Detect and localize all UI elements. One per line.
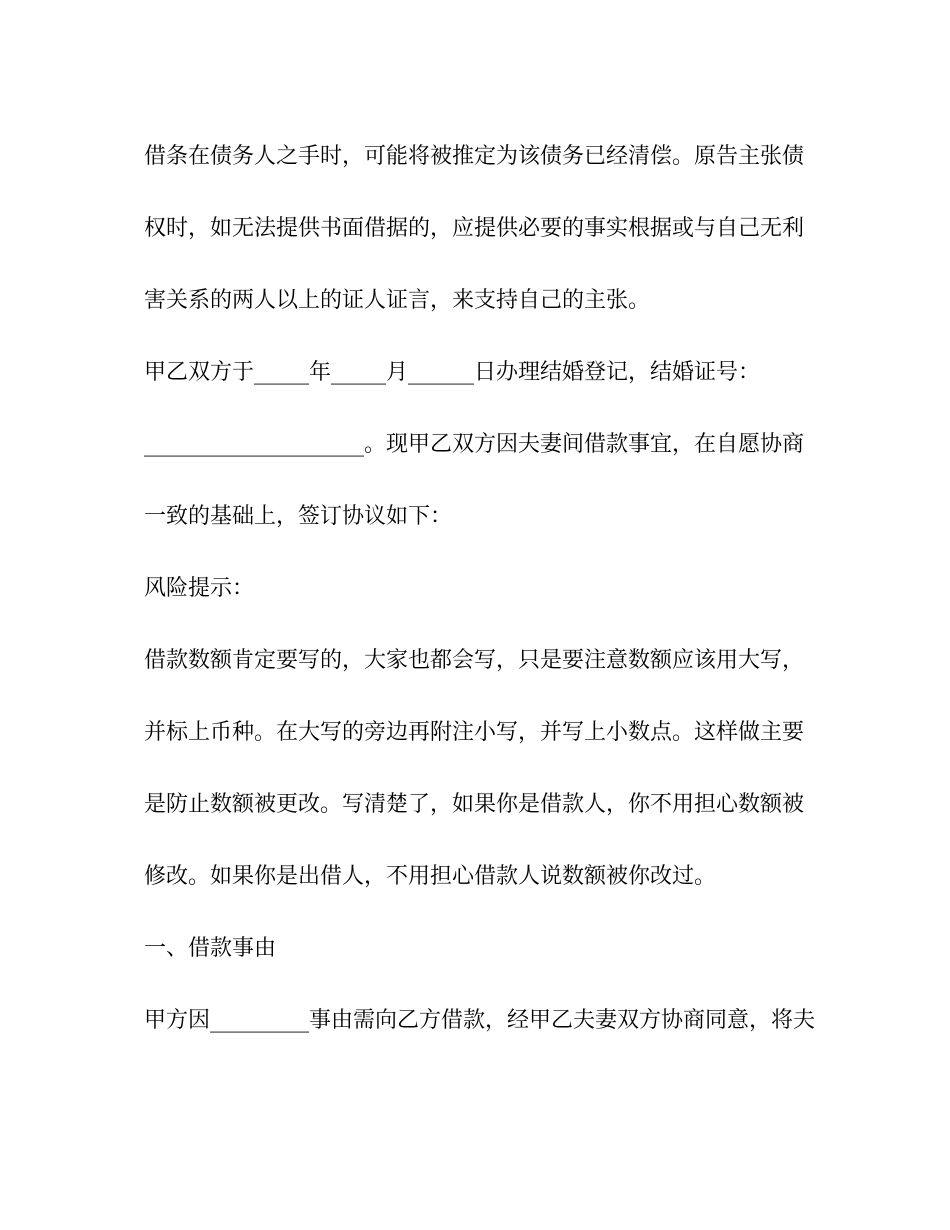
text-line: 甲方因_________事由需向乙方借款，经甲乙夫妻双方协商同意，将夫 [144,1008,816,1033]
text-line: 权时，如无法提供书面借据的，应提供必要的事实根据或与自己无利 [144,216,805,241]
text-line: 修改。如果你是出借人，不用担心借款人说数额被你改过。 [144,864,717,889]
text-line: 是防止数额被更改。写清楚了，如果你是借款人，你不用担心数额被 [144,792,805,817]
section-heading: 一、借款事由 [144,936,277,961]
section-label: 风险提示： [144,576,255,601]
text-line: 甲乙双方于_____年_____月______日办理结婚登记，结婚证号： [144,360,761,385]
text-line: ____________________。现甲乙双方因夫妻间借款事宜，在自愿协商 [144,432,805,457]
text-line: 借款数额肯定要写的，大家也都会写，只是要注意数额应该用大写， [144,648,805,673]
text-line: 害关系的两人以上的证人证言，来支持自己的主张。 [144,288,651,313]
text-line: 借条在债务人之手时，可能将被推定为该债务已经清偿。原告主张债 [144,144,805,169]
text-line: 一致的基础上，签订协议如下： [144,504,453,529]
text-line: 并标上币种。在大写的旁边再附注小写，并写上小数点。这样做主要 [144,720,805,745]
